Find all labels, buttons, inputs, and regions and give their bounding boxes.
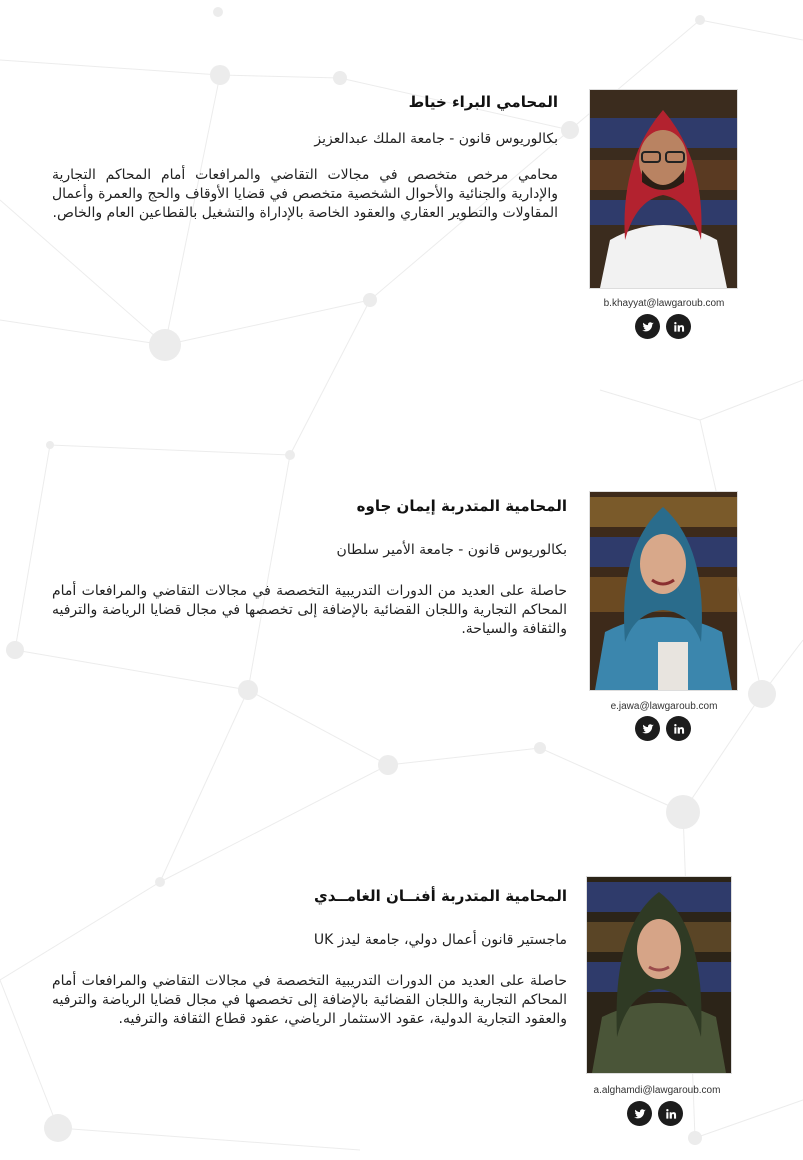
lawyer-photo — [590, 492, 737, 690]
twitter-icon — [633, 1107, 647, 1121]
linkedin-icon — [672, 722, 686, 736]
lawyer-bio: حاصلة على العديد من الدورات التدريبية التخصصة في مجالات التقاضي والمرافعات أمام المحاكم التجارية واللجان القضائية بالإضافة إلى تخصصها في مجال قضايا الرياضة والترفيه والعقود التجارية الدولية، عقود الاستثمار الرياضي، عقود قطاع الثقافة والترفيه. — [52, 973, 567, 1027]
profile-text — [52, 886, 567, 1029]
linkedin-icon — [664, 1107, 678, 1121]
lawyer-bio: محامي مرخص متخصص في مجالات التقاضي والمرافعات أمام المحاكم التجارية والإدارية والجنائية والأحوال الشخصية متخصص في قضايا الأوقاف والحج والعمرة وأعمال المقاولات والتطوير العقاري والعقود الخاصة بالإداراة والتشغيل بالقطاعين العام والخاص. — [52, 167, 558, 221]
linkedin-button[interactable] — [666, 314, 691, 339]
twitter-button[interactable] — [627, 1101, 652, 1126]
social-links — [627, 1101, 683, 1126]
lawyer-name: المحامي البراء خياط — [408, 93, 558, 111]
twitter-button[interactable] — [635, 716, 660, 741]
twitter-icon — [641, 320, 655, 334]
twitter-icon — [641, 722, 655, 736]
lawyer-name: المحامية المتدربة إيمان جاوه — [356, 497, 567, 515]
profile-text — [52, 92, 558, 223]
lawyer-photo — [587, 877, 731, 1073]
profile-text — [52, 496, 567, 639]
man-portrait-icon — [590, 90, 737, 288]
lawyer-name: المحامية المتدربة أفنــان الغامــدي — [313, 887, 567, 905]
lawyer-email[interactable]: e.jawa@lawgaroub.com — [610, 701, 718, 712]
linkedin-button[interactable] — [658, 1101, 683, 1126]
lawyer-photo — [590, 90, 737, 288]
social-links — [635, 314, 691, 339]
twitter-button[interactable] — [635, 314, 660, 339]
woman-portrait-icon — [590, 492, 737, 690]
social-links — [635, 716, 691, 741]
lawyer-bio: حاصلة على العديد من الدورات التدريبية التخصصة في مجالات التقاضي والمرافعات أمام المحاكم التجارية واللجان القضائية بالإضافة إلى تخصصها في مجال قضايا الرياضة والترفيه والثقافة والسياحة. — [52, 583, 567, 637]
lawyer-email[interactable]: a.alghamdi@lawgaroub.com — [593, 1085, 721, 1096]
linkedin-button[interactable] — [666, 716, 691, 741]
woman-portrait-icon — [587, 877, 731, 1073]
lawyer-email[interactable]: b.khayyat@lawgaroub.com — [603, 298, 725, 309]
linkedin-icon — [672, 320, 686, 334]
lawyer-degree: بكالوريوس قانون - جامعة الملك عبدالعزيز — [314, 131, 558, 147]
lawyer-degree: بكالوريوس قانون - جامعة الأمير سلطان — [336, 542, 567, 558]
lawyer-degree: ماجستير قانون أعمال دولي، جامعة ليدز UK — [313, 932, 567, 948]
